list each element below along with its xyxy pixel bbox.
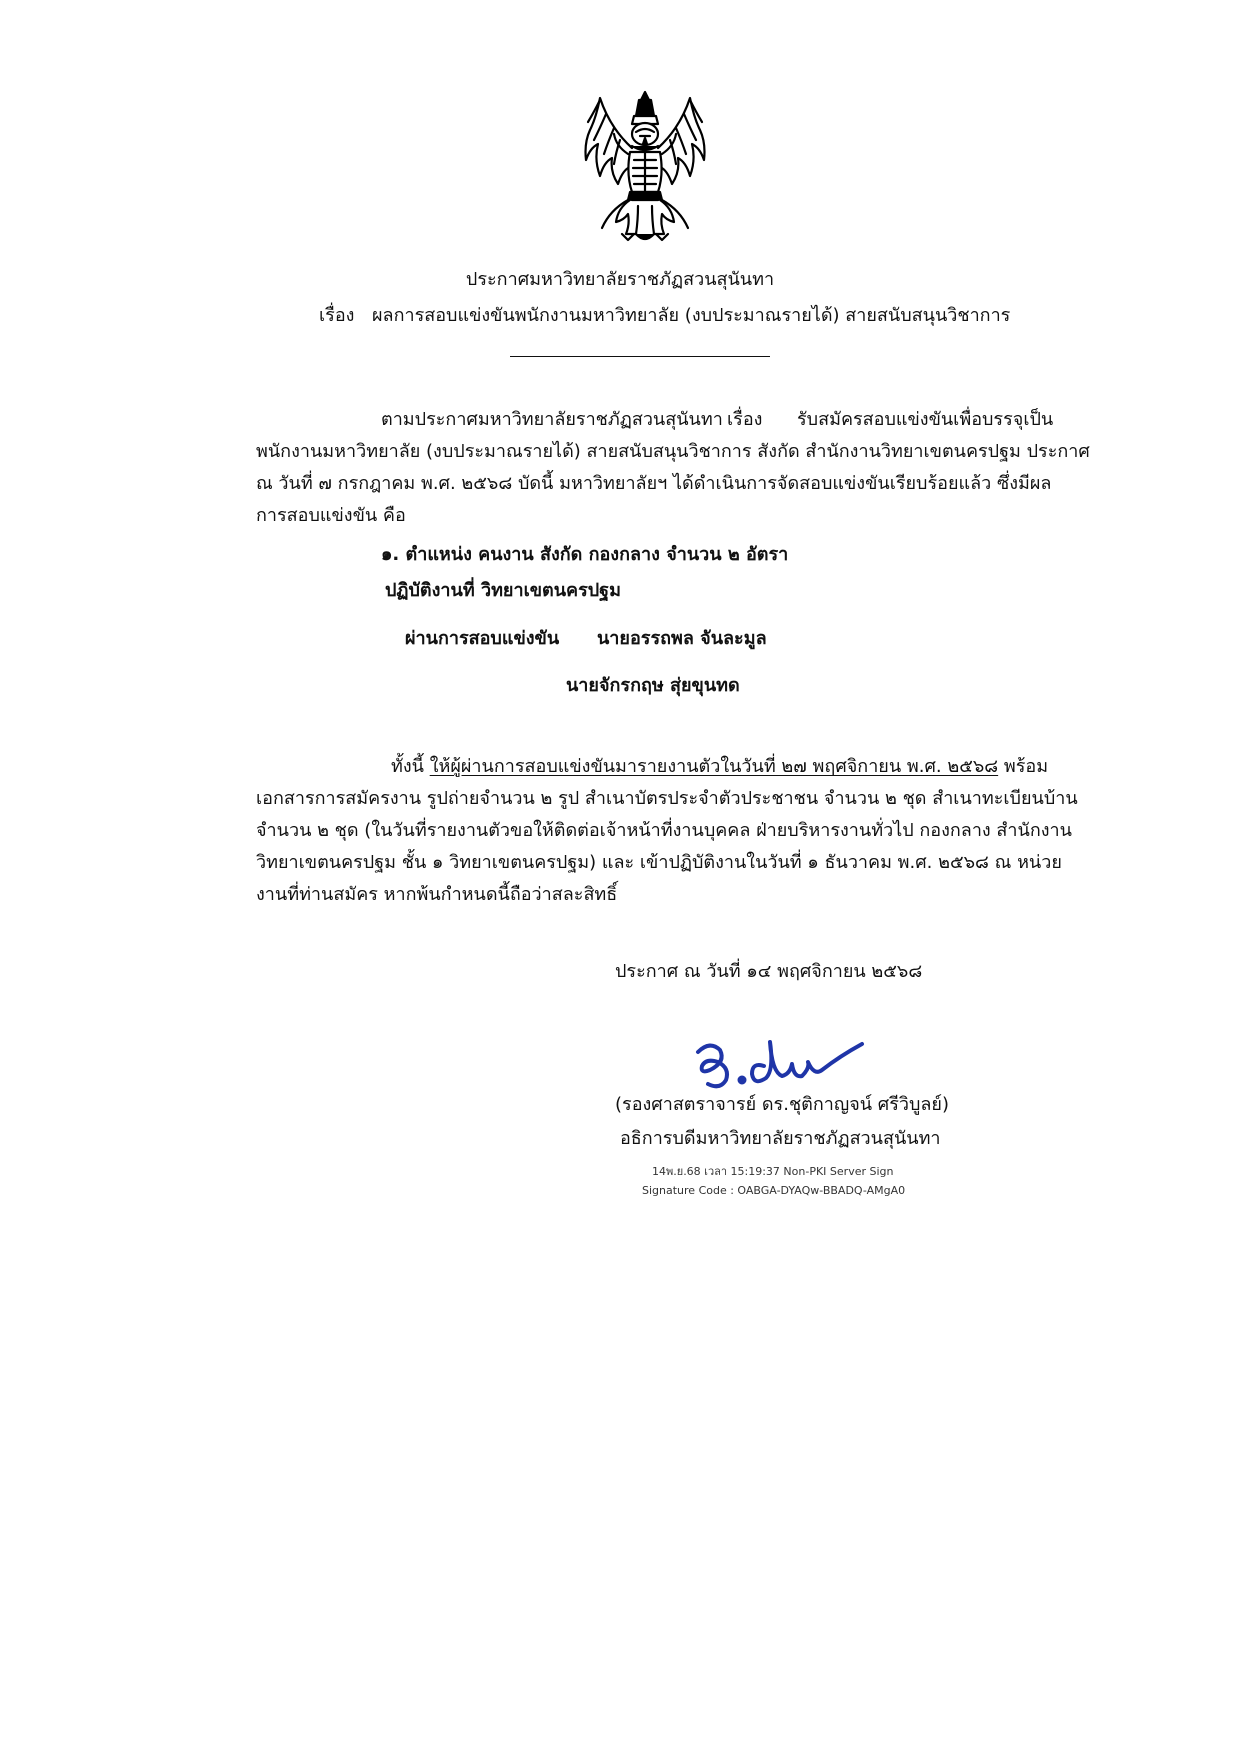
signature-code: Signature Code : OABGA-DYAQw-BBADQ-AMgA0 [642,1184,906,1197]
instructions-line1-pre: ทั้งนี้ [391,756,430,777]
intro-line3: ณ วันที่ ๗ กรกฎาคม พ.ศ. ๒๕๖๘ บัดนี้ มหาวิทยาลัยฯ ได้ดำเนินการจัดสอบแข่งขันเรียบร้อยแล้ว ซึ่งมีผล [256,473,1052,494]
intro-line4: การสอบแข่งขัน คือ [256,505,406,526]
signatory-title: อธิการบดีมหาวิทยาลัยราชภัฏสวนสุนันทา [620,1128,941,1149]
report-date-underlined: ให้ผู้ผ่านการสอบแข่งขันมารายงานตัวในวันที่ ๒๗ พฤศจิกายน พ.ศ. ๒๕๖๘ [429,756,999,777]
intro-line1-b: เรื่อง [727,409,763,430]
intro-line1-c: รับสมัครสอบแข่งขันเพื่อบรรจุเป็น [797,409,1054,430]
passed-name-2: นายจักรกฤษ สุ่ยขุนทด [566,675,740,696]
title-divider [510,356,770,357]
signatory-name: (รองศาสตราจารย์ ดร.ชุติกาญจน์ ศรีวิบูลย์) [615,1094,949,1115]
subject-label: เรื่อง [319,305,355,326]
instructions-line4: วิทยาเขตนครปฐม ชั้น ๑ วิทยาเขตนครปฐม) และ เข้าปฏิบัติงานในวันที่ ๑ ธันวาคม พ.ศ. ๒๕๖๘ ณ หน่วย [256,852,1062,873]
sign-info: 14พ.ย.68 เวลา 15:19:37 Non-PKI Server Sign [652,1165,894,1178]
instructions-line1-post: พร้อม [998,756,1049,777]
handwritten-signature-icon [690,1022,870,1094]
passed-label: ผ่านการสอบแข่งขัน [405,628,560,649]
intro-line1-a: ตามประกาศมหาวิทยาลัยราชภัฏสวนสุนันทา [381,409,723,430]
instructions-line1 [391,750,1048,783]
position-workplace: ปฏิบัติงานที่ วิทยาเขตนครปฐม [385,580,621,601]
announcement-org-title: ประกาศมหาวิทยาลัยราชภัฏสวนสุนันทา [465,269,775,290]
passed-name-1: นายอรรถพล จันละมูล [597,628,767,649]
subject-text: ผลการสอบแข่งขันพนักงานมหาวิทยาลัย (งบประมาณรายได้) สายสนับสนุนวิชาการ [372,305,1011,326]
announcement-date: ประกาศ ณ วันที่ ๑๔ พฤศจิกายน ๒๕๖๘ [615,961,923,982]
instructions-line5: งานที่ท่านสมัคร หากพ้นกำหนดนี้ถือว่าสละสิทธิ์ [256,884,618,905]
instructions-line2: เอกสารการสมัครงาน รูปถ่ายจำนวน ๒ รูป สำเนาบัตรประจำตัวประชาชน จำนวน ๒ ชุด สำเนาทะเบียนบ้าน [256,788,1078,809]
garuda-emblem-icon [570,88,720,246]
position-heading: ๑. ตำแหน่ง คนงาน สังกัด กองกลาง จำนวน ๒ อัตรา [381,544,789,565]
intro-line2: พนักงานมหาวิทยาลัย (งบประมาณรายได้) สายสนับสนุนวิชาการ สังกัด สำนักงานวิทยาเขตนครปฐม ประกาศ [256,441,1090,462]
instructions-line3: จำนวน ๒ ชุด (ในวันที่รายงานตัวขอให้ติดต่อเจ้าหน้าที่งานบุคคล ฝ่ายบริหารงานทั่วไป กองกลาง สำนักงาน [256,820,1072,841]
